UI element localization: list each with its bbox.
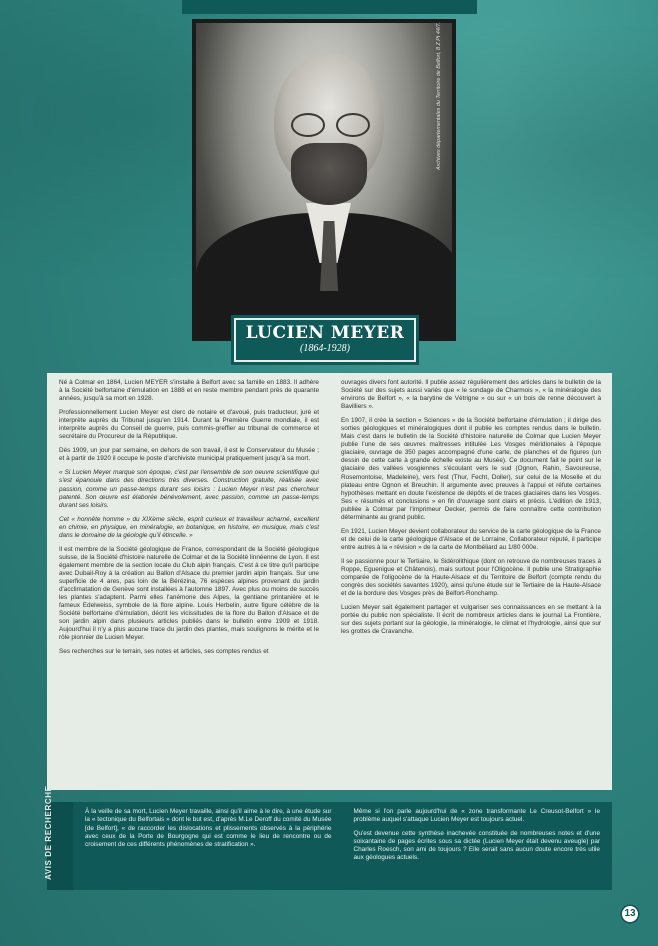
- research-box-columns: [73, 802, 612, 890]
- top-band: [182, 0, 477, 14]
- paragraph: Lucien Meyer sait également partager et vulgariser ses connaissances en se mettant à la portée du public non spécialiste. Il écrit de nombreux articles dans le journal La Frontière, sur des sujets portant sur la géologie, la minéralogie, le climat et l'hydrologie, ainsi que sur les grottes de Cravanche.: [341, 604, 601, 636]
- article-column-right: [341, 379, 601, 784]
- research-box-tab: [44, 785, 73, 890]
- photo-credit: Archives départementales du Territoire de Belfort, 8 Z Pt 44/7.: [436, 22, 442, 170]
- quote-paragraph: « Si Lucien Meyer marque son époque, c'est par l'ensemble de son oeuvre scientifique qui s'est épanouie dans des directions très diverses. Construction gratuite, réalisée avec passion, comme un passe-temps durant ses loisirs : Lucien Meyer n'est pas chercheur patenté. Son œuvre est élaborée bénévolement, avec passion, comme un passe-temps durant ses loisirs.: [59, 469, 319, 509]
- person-years: (1864-1928): [300, 343, 350, 354]
- portrait-photo: [196, 23, 452, 337]
- research-paragraph: Qu'est devenue cette synthèse inachevée constituée de nombreuses notes et d'une soixantaine de pages écrites sous sa dictée (Lucien Meyer était devenu aveugle) par Charles Roesch, son ami de toujours ? Elle serait sans aucun doute encore très utile aux géologues actuels.: [353, 829, 600, 862]
- name-plate: [234, 318, 416, 362]
- page-number: 13: [620, 904, 640, 924]
- paragraph: Dès 1909, un jour par semaine, en dehors de son travail, il est le Conservateur du Musée ; et à partir de 1920 il occupe le poste d'archiviste municipal pratiquement jusqu'à sa mort.: [59, 447, 319, 463]
- paragraph: En 1907, il crée la section « Sciences » de la Société belfortaine d'émulation ; il dirige des sorties géologiques et minéralogiques dont il publie les comptes rendus dans le bulletin. Mais c'est dans le bulletin de la Société d'histoire naturelle de Colmar que Lucien Meyer publie l'une de ses œuvres maîtresses intitulée Les Vosges méridionales à l'époque glaciaire, ouvrage de 350 pages accompagné d'une carte, de planches et de figures (un dessin de cette carte à grande échelle existe au Musée). Ce document fait le point sur le glaciaire des vallées vosgiennes s'écoulant vers le sud (Ognon, Rahin, Savoureuse, Rosemontoise, Madeleine), vers l'est (Thur, Fecht, Doller), sur celui de la Moselle et du plateau entre Ognon et Breuchin. Il argumente avec preuves à l'appui et réfute certaines hypothèses mettant en doute l'existence de dépôts et de traces glaciaires dans les Vosges. Ses « résumés et conclusions » en fin d'ouvrage sont clairs et précis. L'édition de 1913, publiée à Colmar par l'imprimeur Decker, permis de faire connaître cette contribution déterminante au grand public.: [341, 417, 601, 521]
- paragraph: Professionnellement Lucien Meyer est clerc de notaire et d'avoué, puis traducteur, juré et interprète auprès du Tribunal jusqu'en 1914. Durant la Première Guerre mondiale, il est interprète auprès du Conseil de guerre, puis commis-greffier au tribunal de commerce et secrétaire du Procureur de la République.: [59, 409, 319, 441]
- article-column-left: [59, 379, 319, 784]
- paragraph: Né à Colmar en 1864, Lucien MEYER s'installe à Belfort avec sa famille en 1883. Il adhère à la Société belfortaine d'émulation en 1888 et en reste membre pendant près de quarante années, jusqu'à sa mort en 1928.: [59, 379, 319, 403]
- portrait-glasses: [291, 113, 371, 135]
- person-name: LUCIEN MEYER: [245, 323, 405, 343]
- paragraph: Il est membre de la Société géologique de France, correspondant de la Société géologique suisse, de la Société d'histoire naturelle de Colmar et de la Société linnéenne de Lyon. Il est également membre de la section locale du Club alpin français. C'est à ce titre qu'il participe avec Dubail-Roy à la création au Ballon d'Alsace du premier jardin alpin français. Sur une superficie de 4 ares, pas loin de la Bérézina, 76 espèces alpines provenant du jardin d'acclimatation de Genève sont installées à l'automne 1897. Avec plus ou moins de succès les plantes s'adaptent. Parmi elles l'anémone des Alpes, la gentiane printanière et le fameux Edelweiss, symbole de la flore alpine. Louis Herbelin, autre figure célèbre de la Société belfortaine d'émulation, décrit les vicissitudes de la flore du Ballon d'Alsace et de son jardin alpin dans plusieurs articles publiés dans le bulletin entre 1909 et 1918. Aujourd'hui il n'y a plus aucune trace du jardin des plantes, mais soulignons le mérite et le rôle pionnier de Lucien Meyer.: [59, 545, 319, 642]
- portrait-frame: [192, 19, 456, 341]
- research-column-left: [85, 808, 332, 884]
- paragraph: Ses recherches sur le terrain, ses notes et articles, ses comptes rendus et: [59, 648, 269, 656]
- research-box-label: AVIS DE RECHERCHE: [44, 785, 53, 880]
- article-body: [47, 373, 612, 790]
- research-column-right: [354, 808, 601, 884]
- quote-paragraph: Cet « honnête homme » du XIXème siècle, esprit curieux et travailleur acharné, excellent en chimie, en physique, en minéralogie, en botanique, en histoire, en musique, mais c'est dans le domaine de la géologie qu'il étincelle. »: [59, 515, 319, 539]
- research-box: [44, 785, 612, 890]
- paragraph: En 1921, Lucien Meyer devient collaborateur du service de la carte géologique de la France et de celui de la carte géologique d'Alsace et de Lorraine. Collaborateur réputé, il participe entre autres à la « révision » de la carte de Montbéliard au 1/80 000e.: [341, 527, 601, 551]
- paragraph: Il se passionne pour le Tertiaire, le Sidérolithique (dont on retrouve de nombreuses traces à Roppe, Eguenigue et Châtenois), mais surtout pour l'Oligocène. Il publie une Stratigraphie comparée de l'oligocène de la Haute-Alsace et du Territoire de Belfort (compte rendu du congrès des sociétés savantes 1920), ainsi qu'une étude sur le Tertiaire de la Haute-Alsace et de la bordure des Vosges près de Belfort-Ronchamp.: [341, 557, 601, 598]
- research-paragraph: À la veille de sa mort, Lucien Meyer travaille, ainsi qu'il aime à le dire, à une étude sur la « tectonique du Belfortais » dont le but est, d'après M.Le Deroff du comité du Musée [de Belfort], « de raccorder les dislocations et plissements observés à la périphérie avec ceux de la Porte de Bourgogne qui est comme le lieu de rencontre ou de croisement de ces différents phénomènes de stratification ».: [85, 808, 332, 849]
- research-paragraph: Même si l'on parle aujourd'hui de « zone transformante Le Creusot-Belfort » le problème auquel s'attaque Lucien Meyer est toujours actuel.: [353, 808, 600, 824]
- paragraph: ouvrages divers font autorité. Il publie assez régulièrement des articles dans le bulletin de la Société sur des sujets aussi variés que « le sondage de Charmois », « la minéralogie des environs de Belfort », « la barytine de Vétrigne » ou sur « un bois de renne découvert à Bavilliers ».: [341, 379, 601, 411]
- portrait-beard: [291, 143, 367, 205]
